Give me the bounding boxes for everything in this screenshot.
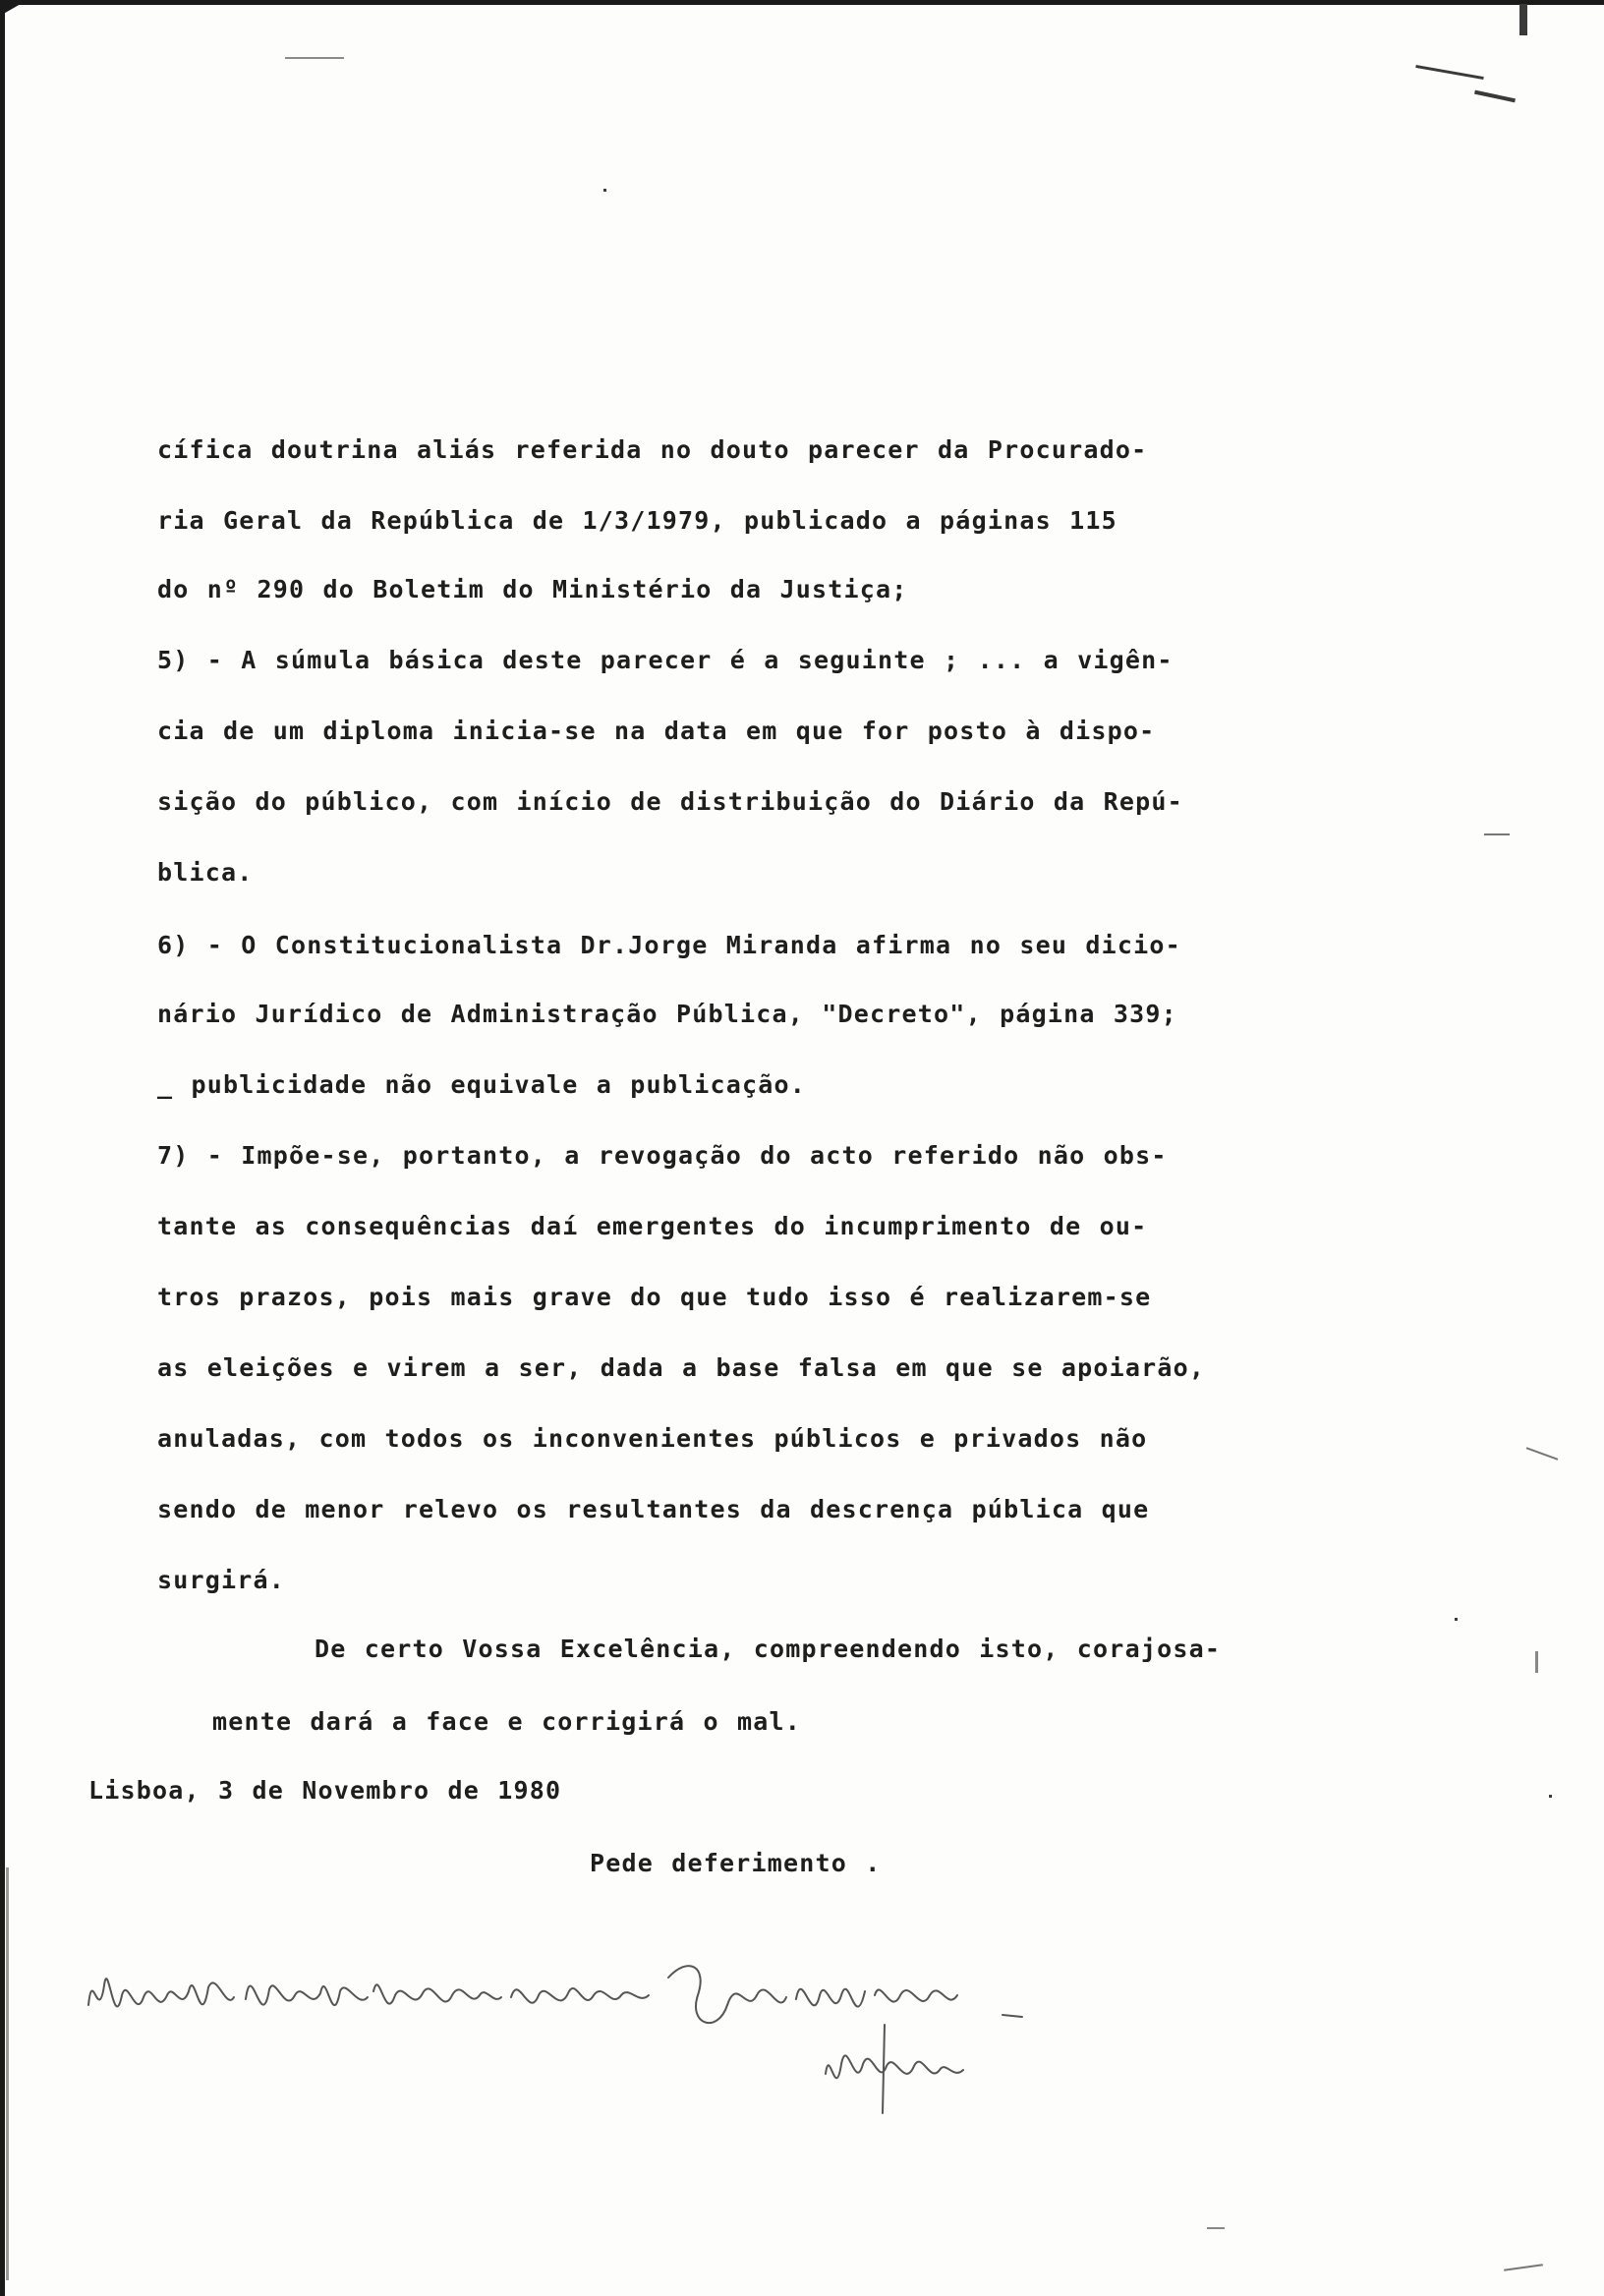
closing-line: De certo Vossa Excelência, compreendendo isto, corajosa- [315, 1635, 1222, 1663]
scan-speck [1207, 2227, 1225, 2229]
scan-edge-top [0, 0, 1604, 5]
text-line: do nº 290 do Boletim do Ministério da Justiça; [157, 575, 908, 603]
text-line: as eleições e virem a ser, dada a base falsa em que se apoiarão, [157, 1353, 1206, 1382]
closing-line: mente dará a face e corrigirá o mal. [212, 1707, 802, 1736]
scan-speck [285, 57, 344, 59]
text-line: sição do público, com início de distribuição do Diário da Repú- [157, 787, 1183, 816]
scan-speck [1549, 1795, 1552, 1798]
text-line: cífica doutrina aliás referida no douto parecer da Procurado- [157, 435, 1148, 464]
scan-speck [603, 189, 606, 192]
text-line: anuladas, com todos os inconvenientes públicos e privados não [157, 1424, 1148, 1453]
scan-speck [1526, 1447, 1559, 1461]
text-line: 7) - Impõe-se, portanto, a revogação do acto referido não obs- [157, 1141, 1168, 1170]
handwritten-signature [79, 1926, 1317, 2182]
scan-speck [1415, 65, 1483, 80]
request-line: Pede deferimento . [590, 1849, 882, 1877]
scan-speck [6, 1867, 9, 2280]
text-line: _ publicidade não equivale a publicação. [157, 1070, 807, 1099]
text-line: surgirá. [157, 1566, 286, 1594]
text-line: nário Jurídico de Administração Pública, "Decreto", página 339; [157, 1000, 1177, 1028]
scan-edge-left [0, 0, 5, 2296]
text-line: sendo de menor relevo os resultantes da descrença pública que [157, 1495, 1150, 1523]
text-line: 5) - A súmula básica deste parecer é a seguinte ; ... a vigên- [157, 646, 1174, 674]
scan-speck [1474, 90, 1516, 103]
scan-speck [1504, 2264, 1543, 2271]
text-line: blica. [157, 858, 254, 887]
text-line: 6) - O Constitucionalista Dr.Jorge Miranda afirma no seu dicio- [157, 931, 1181, 959]
scan-speck [1519, 4, 1527, 35]
scan-speck [1455, 1618, 1458, 1621]
text-line: ria Geral da República de 1/3/1979, publicado a páginas 115 [157, 506, 1117, 535]
text-line: tros prazos, pois mais grave do que tudo isso é realizarem-se [157, 1283, 1152, 1311]
scan-speck [1535, 1651, 1538, 1673]
scan-speck [1484, 833, 1510, 835]
text-line: cia de um diploma inicia-se na data em que for posto à dispo- [157, 717, 1156, 745]
date-line: Lisboa, 3 de Novembro de 1980 [88, 1776, 562, 1805]
text-line: tante as consequências daí emergentes do incumprimento de ou- [157, 1212, 1148, 1240]
